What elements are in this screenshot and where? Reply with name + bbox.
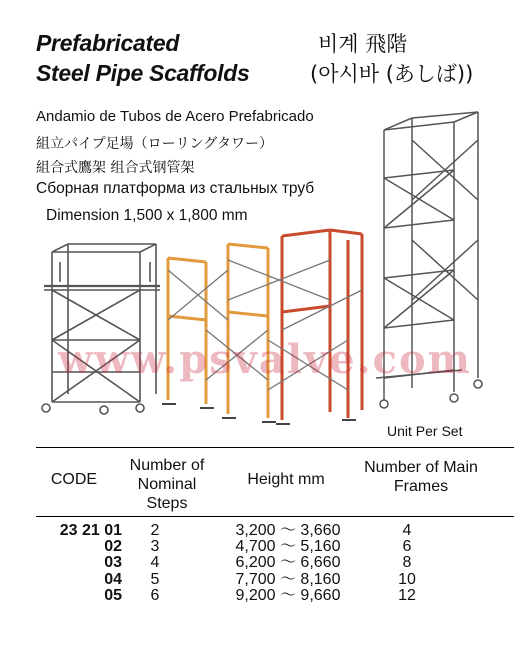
unit-per-set-note: Unit Per Set	[387, 423, 463, 439]
header-nominal-steps: Number of Nominal Steps	[129, 457, 205, 512]
steps-cell: 4	[150, 554, 160, 572]
table-top-rule	[36, 447, 514, 448]
subtitle-russian: Сборная платформа из стальных труб	[36, 180, 315, 197]
height-cell: 7,700 ～ 8,160	[235, 570, 341, 588]
column-steps	[130, 523, 180, 604]
column-frames	[382, 523, 432, 604]
height-cell: 4,700 ～ 5,160	[235, 538, 341, 556]
subtitle-japanese: 組立パイプ足場（ローリングタワー）	[36, 136, 274, 152]
rolling-tower-illustration	[42, 244, 160, 414]
frames-cell: 8	[402, 554, 412, 572]
column-code	[38, 523, 122, 604]
watermark: www.psvalve.com	[57, 336, 473, 383]
code-cell: 02	[104, 538, 122, 556]
title-english-line2: Steel Pipe Scaffolds	[36, 60, 250, 86]
frame-scaffold-illustration	[162, 230, 362, 424]
code-cell: 23 21 01	[59, 522, 122, 539]
steps-cell: 2	[150, 522, 160, 539]
subtitle-spanish: Andamio de Tubos de Acero Prefabricado	[36, 108, 314, 125]
header-code: CODE	[50, 471, 98, 488]
table-header-rule	[36, 516, 514, 517]
height-cell: 6,200 ～ 6,660	[235, 554, 341, 572]
height-cell: 9,200 ～ 9,660	[235, 586, 341, 604]
code-cell: 04	[104, 570, 122, 588]
title-english-line1: Prefabricated	[36, 30, 180, 56]
steps-cell: 3	[150, 538, 160, 556]
frames-cell: 10	[398, 570, 416, 588]
title-korean-chinese: 비계 飛階	[318, 32, 408, 56]
dimension-label: Dimension 1,500 x 1,800 mm	[46, 207, 248, 224]
column-height	[226, 523, 350, 604]
title-korean-japanese: (아시바 (あしば))	[310, 62, 474, 86]
frames-cell: 12	[398, 586, 416, 604]
code-cell: 05	[104, 586, 122, 604]
header-main-frames: Number of Main Frames	[364, 459, 478, 495]
steps-cell: 5	[150, 570, 160, 588]
frames-cell: 4	[402, 522, 412, 539]
steps-cell: 6	[150, 586, 160, 604]
frames-cell: 6	[402, 538, 412, 556]
subtitle-chinese: 組合式鷹架 组合式钢管架	[36, 160, 195, 176]
height-cell: 3,200 ～ 3,660	[235, 522, 341, 539]
header-height: Height mm	[247, 471, 325, 488]
code-cell: 03	[104, 554, 122, 572]
